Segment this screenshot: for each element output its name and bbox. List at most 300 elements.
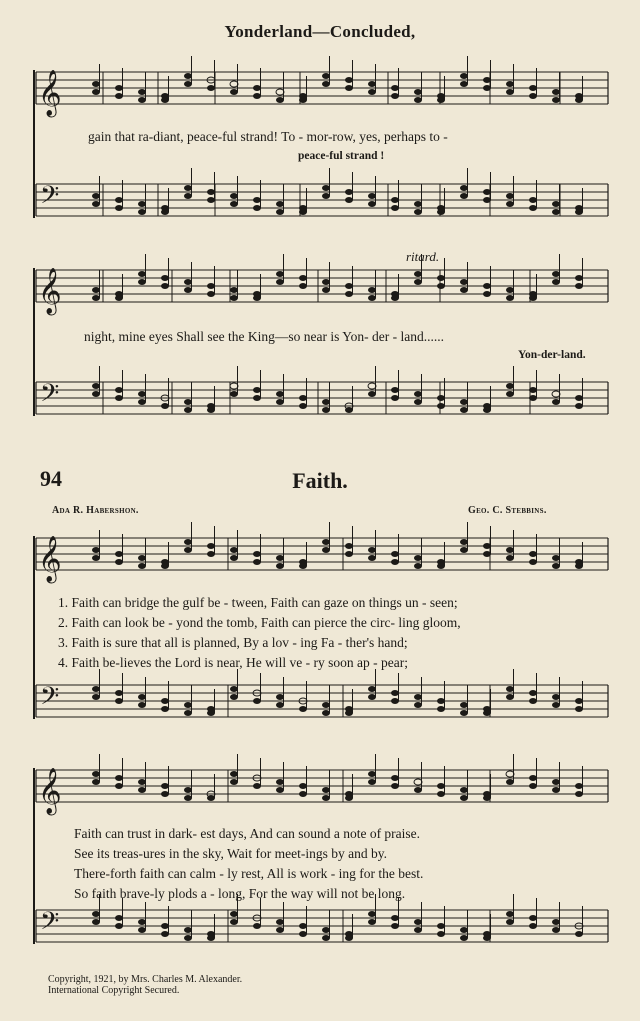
note-head — [460, 787, 468, 793]
note-head — [391, 923, 399, 929]
note-head — [368, 383, 376, 389]
verse-2-line-b: See its treas-ures in the sky, Wait for meet-ings by and by. — [74, 846, 387, 861]
note-head — [184, 710, 192, 716]
note-head — [460, 702, 468, 708]
note-head — [391, 775, 399, 781]
note-head — [506, 201, 514, 207]
note-head — [184, 185, 192, 191]
note-head — [115, 295, 123, 301]
note-head — [460, 795, 468, 801]
note-head — [276, 209, 284, 215]
note-head — [552, 391, 560, 397]
note-head — [368, 295, 376, 301]
note-head — [368, 771, 376, 777]
note-head — [552, 209, 560, 215]
note-head — [368, 287, 376, 293]
note-head — [391, 197, 399, 203]
note-head — [322, 547, 330, 553]
verse-2-line-a: 2. Faith can look be - yond the tomb, Faith can pierce the circ- ling gloom, — [58, 615, 461, 630]
note-head — [92, 287, 100, 293]
note-head — [161, 931, 169, 937]
note-head — [391, 387, 399, 393]
note-head — [276, 97, 284, 103]
note-head — [276, 89, 284, 95]
note-head — [322, 702, 330, 708]
note-head — [138, 209, 146, 215]
note-head — [368, 911, 376, 917]
note-head — [115, 197, 123, 203]
note-head — [115, 775, 123, 781]
verse-1-line-a: 1. Faith can bridge the gulf be - tween, Faith can gaze on things un - seen; — [58, 595, 458, 610]
note-head — [575, 931, 583, 937]
copyright-line-1: Copyright, 1921, by Mrs. Charles M. Alexander. — [48, 974, 243, 985]
note-head — [161, 283, 169, 289]
note-head — [529, 93, 537, 99]
note-head — [92, 686, 100, 692]
note-head — [552, 787, 560, 793]
verse-4-line-a: 4. Faith be-lieves the Lord is near, He will ve - ry soon ap - pear; — [58, 655, 408, 670]
note-head — [414, 209, 422, 215]
note-head — [391, 85, 399, 91]
note-head — [552, 89, 560, 95]
clef-icon: 𝄞 — [38, 70, 62, 116]
note-head — [207, 543, 215, 549]
note-head — [368, 919, 376, 925]
note-head — [414, 702, 422, 708]
note-head — [276, 555, 284, 561]
note-head — [184, 193, 192, 199]
echo-lyric-1: peace-ful strand ! — [298, 150, 385, 162]
note-head — [391, 783, 399, 789]
note-head — [529, 559, 537, 565]
note-head — [207, 85, 215, 91]
copyright-notice — [48, 974, 242, 996]
note-head — [575, 403, 583, 409]
note-head — [138, 919, 146, 925]
note-head — [368, 779, 376, 785]
note-head — [276, 201, 284, 207]
note-head — [552, 279, 560, 285]
note-head — [483, 795, 491, 801]
note-head — [161, 706, 169, 712]
note-head — [253, 559, 261, 565]
note-head — [230, 295, 238, 301]
note-head — [552, 201, 560, 207]
note-head — [115, 783, 123, 789]
note-head — [414, 89, 422, 95]
clef-icon: 𝄞 — [38, 268, 62, 314]
note-head — [506, 771, 514, 777]
note-head — [345, 795, 353, 801]
note-head — [437, 563, 445, 569]
note-head — [322, 73, 330, 79]
note-head — [207, 935, 215, 941]
note-head — [345, 283, 353, 289]
tempo-mark: ritard. — [406, 249, 440, 264]
note-head — [391, 915, 399, 921]
note-head — [161, 275, 169, 281]
note-head — [138, 279, 146, 285]
note-head — [529, 551, 537, 557]
note-head — [322, 399, 330, 405]
note-head — [230, 201, 238, 207]
note-head — [345, 291, 353, 297]
note-head — [414, 787, 422, 793]
note-head — [276, 279, 284, 285]
note-head — [184, 787, 192, 793]
note-head — [391, 690, 399, 696]
note-head — [230, 383, 238, 389]
note-head — [575, 698, 583, 704]
note-head — [506, 287, 514, 293]
note-head — [161, 923, 169, 929]
note-head — [299, 563, 307, 569]
note-head — [552, 97, 560, 103]
note-head — [483, 189, 491, 195]
note-head — [230, 771, 238, 777]
note-head — [552, 927, 560, 933]
note-head — [230, 555, 238, 561]
lyrics-line-2: night, mine eyes Shall see the King—so near is Yon- der - land...... — [84, 329, 444, 344]
verse-1-line-b: Faith can trust in dark- est days, And can sound a note of praise. — [74, 826, 421, 841]
note-head — [460, 287, 468, 293]
note-head — [391, 395, 399, 401]
note-head — [483, 710, 491, 716]
note-head — [529, 395, 537, 401]
note-head — [161, 698, 169, 704]
note-head — [483, 77, 491, 83]
note-head — [391, 698, 399, 704]
note-head — [460, 73, 468, 79]
note-head — [506, 383, 514, 389]
note-head — [345, 710, 353, 716]
note-head — [529, 783, 537, 789]
note-head — [253, 923, 261, 929]
note-head — [368, 81, 376, 87]
note-head — [552, 271, 560, 277]
note-head — [437, 209, 445, 215]
note-head — [138, 927, 146, 933]
composer-credit: Geo. C. Stebbins. — [468, 505, 547, 516]
note-head — [299, 706, 307, 712]
note-head — [345, 551, 353, 557]
note-head — [506, 193, 514, 199]
note-head — [368, 89, 376, 95]
note-head — [253, 783, 261, 789]
note-head — [92, 911, 100, 917]
note-head — [414, 271, 422, 277]
note-head — [161, 209, 169, 215]
note-head — [437, 791, 445, 797]
note-head — [92, 383, 100, 389]
note-head — [138, 555, 146, 561]
note-head — [92, 193, 100, 199]
note-head — [529, 923, 537, 929]
clef-icon: 𝄢 — [40, 682, 60, 717]
note-head — [138, 97, 146, 103]
note-head — [207, 197, 215, 203]
note-head — [345, 543, 353, 549]
note-head — [483, 935, 491, 941]
note-head — [230, 919, 238, 925]
note-head — [92, 547, 100, 553]
verse-3-line-a: 3. Faith is sure that all is planned, By a lov - ing Fa - ther's hand; — [58, 635, 408, 650]
note-head — [529, 85, 537, 91]
note-head — [161, 97, 169, 103]
note-head — [92, 555, 100, 561]
note-head — [575, 275, 583, 281]
note-head — [437, 283, 445, 289]
note-head — [322, 927, 330, 933]
note-head — [92, 295, 100, 301]
note-head — [460, 935, 468, 941]
note-head — [414, 563, 422, 569]
note-head — [575, 97, 583, 103]
note-head — [322, 935, 330, 941]
note-head — [437, 783, 445, 789]
note-head — [230, 287, 238, 293]
note-head — [207, 407, 215, 413]
note-head — [184, 539, 192, 545]
note-head — [437, 275, 445, 281]
note-head — [276, 919, 284, 925]
note-head — [414, 779, 422, 785]
note-head — [115, 559, 123, 565]
note-head — [299, 923, 307, 929]
note-head — [506, 555, 514, 561]
note-head — [115, 395, 123, 401]
note-head — [529, 698, 537, 704]
note-head — [230, 547, 238, 553]
note-head — [138, 702, 146, 708]
note-head — [414, 201, 422, 207]
note-head — [414, 391, 422, 397]
note-head — [322, 407, 330, 413]
note-head — [207, 291, 215, 297]
note-head — [253, 551, 261, 557]
note-head — [207, 795, 215, 801]
note-head — [552, 563, 560, 569]
note-head — [207, 710, 215, 716]
note-head — [115, 85, 123, 91]
note-head — [138, 779, 146, 785]
note-head — [322, 287, 330, 293]
note-head — [276, 702, 284, 708]
note-head — [575, 283, 583, 289]
note-head — [92, 694, 100, 700]
note-head — [575, 791, 583, 797]
note-head — [138, 201, 146, 207]
note-head — [460, 81, 468, 87]
note-head — [437, 403, 445, 409]
note-head — [391, 93, 399, 99]
note-head — [460, 185, 468, 191]
note-head — [230, 779, 238, 785]
note-head — [506, 89, 514, 95]
author-credit: Ada R. Habershon. — [52, 505, 139, 516]
note-head — [276, 271, 284, 277]
hymn-title: Faith. — [292, 468, 348, 493]
note-head — [161, 791, 169, 797]
note-head — [253, 698, 261, 704]
note-head — [506, 694, 514, 700]
note-head — [299, 403, 307, 409]
note-head — [253, 387, 261, 393]
note-head — [414, 399, 422, 405]
note-head — [391, 205, 399, 211]
note-head — [161, 783, 169, 789]
note-head — [483, 543, 491, 549]
note-head — [483, 291, 491, 297]
note-head — [483, 85, 491, 91]
note-head — [322, 795, 330, 801]
note-head — [184, 279, 192, 285]
note-head — [345, 85, 353, 91]
note-head — [414, 555, 422, 561]
note-head — [299, 395, 307, 401]
note-head — [414, 927, 422, 933]
note-head — [552, 555, 560, 561]
note-head — [138, 399, 146, 405]
note-head — [230, 81, 238, 87]
note-head — [184, 81, 192, 87]
note-head — [230, 89, 238, 95]
note-head — [138, 391, 146, 397]
note-head — [161, 403, 169, 409]
hymn-number: 94 — [40, 466, 62, 491]
clef-icon: 𝄢 — [40, 907, 60, 942]
note-head — [437, 395, 445, 401]
note-head — [138, 563, 146, 569]
note-head — [414, 919, 422, 925]
note-head — [184, 702, 192, 708]
note-head — [368, 193, 376, 199]
note-head — [529, 915, 537, 921]
note-head — [345, 197, 353, 203]
note-head — [483, 283, 491, 289]
note-head — [138, 787, 146, 793]
note-head — [207, 283, 215, 289]
note-head — [184, 927, 192, 933]
note-head — [253, 197, 261, 203]
clef-icon: 𝄞 — [38, 768, 62, 814]
note-head — [322, 787, 330, 793]
note-head — [115, 93, 123, 99]
note-head — [161, 563, 169, 569]
note-head — [230, 391, 238, 397]
note-head — [483, 407, 491, 413]
note-head — [207, 189, 215, 195]
note-head — [552, 694, 560, 700]
note-head — [276, 779, 284, 785]
note-head — [322, 279, 330, 285]
note-head — [299, 931, 307, 937]
note-head — [184, 287, 192, 293]
note-head — [299, 783, 307, 789]
note-head — [299, 209, 307, 215]
note-head — [184, 407, 192, 413]
note-head — [92, 779, 100, 785]
note-head — [115, 690, 123, 696]
note-head — [483, 551, 491, 557]
note-head — [230, 686, 238, 692]
note-head — [253, 93, 261, 99]
note-head — [506, 295, 514, 301]
note-head — [276, 927, 284, 933]
note-head — [437, 698, 445, 704]
note-head — [529, 205, 537, 211]
note-head — [506, 547, 514, 553]
note-head — [138, 694, 146, 700]
note-head — [575, 563, 583, 569]
clef-icon: 𝄢 — [40, 379, 60, 414]
note-head — [92, 391, 100, 397]
note-head — [115, 205, 123, 211]
note-head — [322, 185, 330, 191]
note-head — [184, 73, 192, 79]
note-head — [253, 85, 261, 91]
note-head — [253, 205, 261, 211]
note-head — [414, 694, 422, 700]
note-head — [207, 551, 215, 557]
lyrics-line-1: gain that ra-diant, peace-ful strand! To - mor-row, yes, perhaps to - — [88, 129, 448, 144]
note-head — [345, 77, 353, 83]
note-head — [437, 931, 445, 937]
note-head — [92, 919, 100, 925]
note-head — [506, 391, 514, 397]
note-head — [437, 97, 445, 103]
note-head — [92, 771, 100, 777]
note-head — [460, 193, 468, 199]
clef-icon: 𝄢 — [40, 181, 60, 216]
note-head — [276, 694, 284, 700]
clef-icon: 𝄞 — [38, 536, 62, 582]
note-head — [299, 283, 307, 289]
note-head — [368, 391, 376, 397]
note-head — [506, 779, 514, 785]
note-head — [575, 209, 583, 215]
note-head — [92, 81, 100, 87]
note-head — [368, 694, 376, 700]
note-head — [575, 706, 583, 712]
note-head — [184, 795, 192, 801]
note-head — [529, 690, 537, 696]
note-head — [460, 927, 468, 933]
note-head — [460, 399, 468, 405]
note-head — [184, 547, 192, 553]
note-head — [138, 271, 146, 277]
note-head — [115, 387, 123, 393]
note-head — [299, 275, 307, 281]
note-head — [368, 547, 376, 553]
note-head — [276, 399, 284, 405]
note-head — [115, 551, 123, 557]
note-head — [184, 399, 192, 405]
note-head — [391, 551, 399, 557]
note-head — [115, 698, 123, 704]
copyright-line-2: International Copyright Secured. — [48, 985, 180, 996]
note-head — [299, 97, 307, 103]
note-head — [391, 559, 399, 565]
note-head — [368, 201, 376, 207]
note-head — [575, 783, 583, 789]
note-head — [322, 193, 330, 199]
echo-lyric-2: Yon-der-land. — [518, 349, 586, 361]
note-head — [299, 791, 307, 797]
note-head — [414, 279, 422, 285]
note-head — [230, 911, 238, 917]
note-head — [253, 295, 261, 301]
